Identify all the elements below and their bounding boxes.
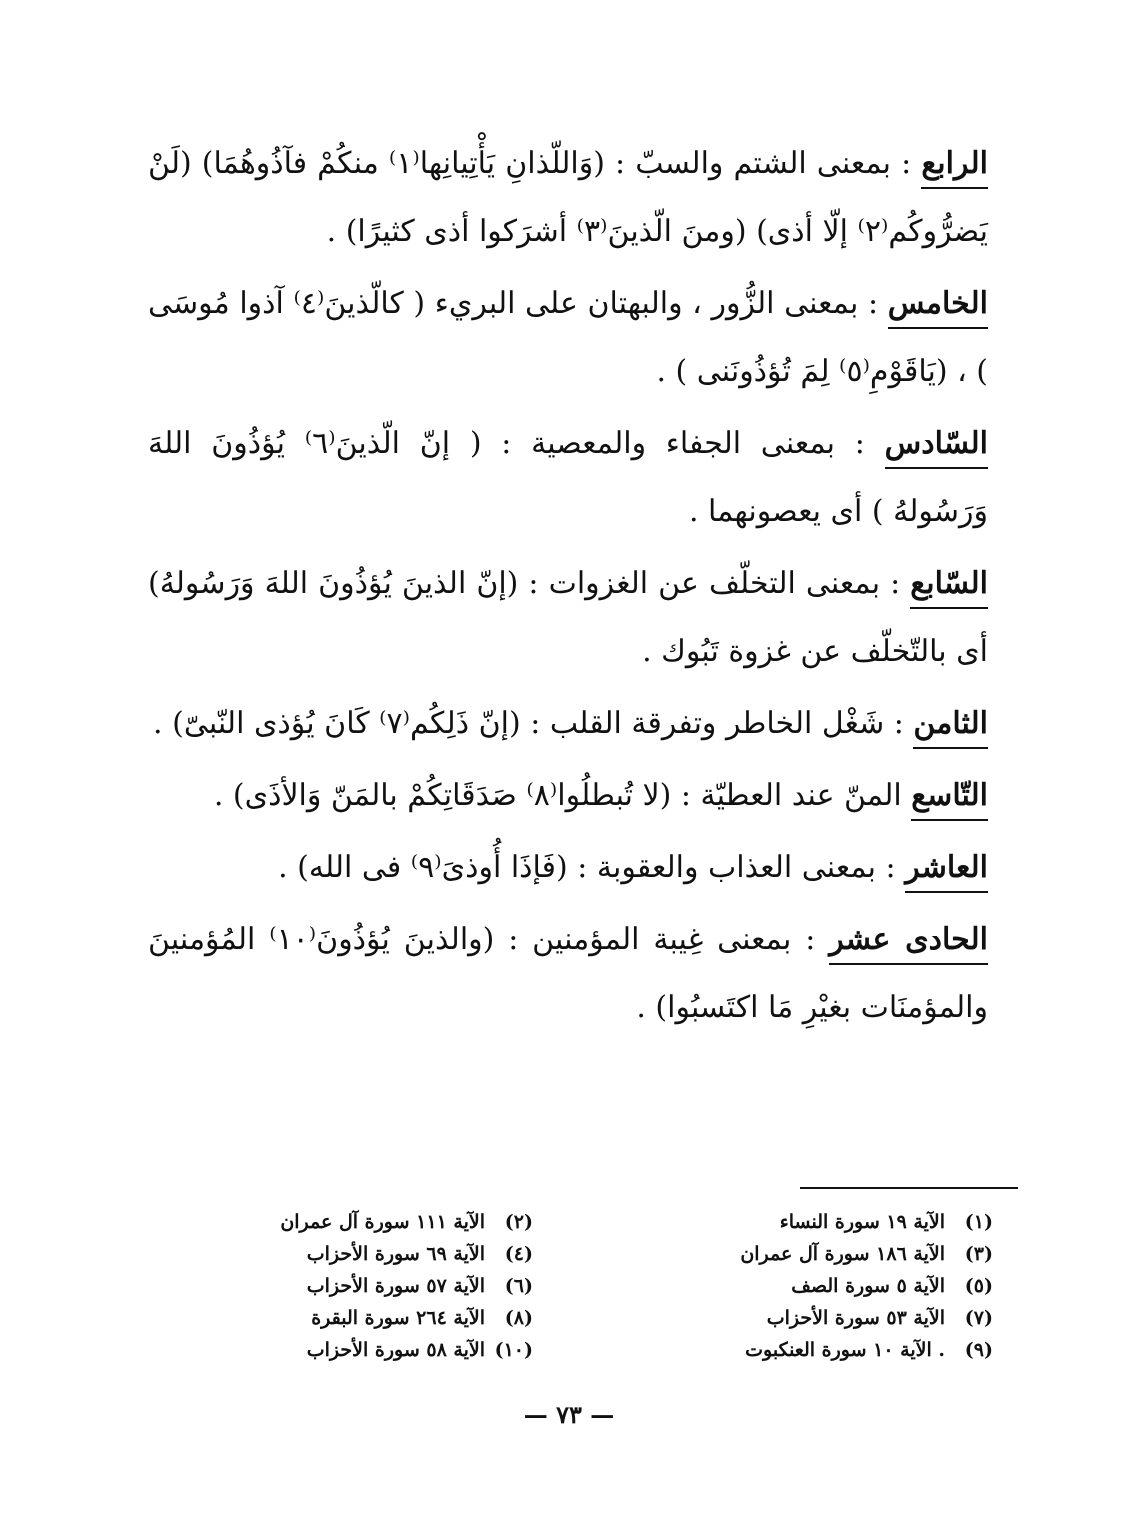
page-number: — ٧٣ — <box>523 1400 615 1429</box>
footnote-item <box>593 1302 993 1334</box>
footnote-item <box>593 1334 993 1366</box>
footnote-item <box>133 1238 533 1270</box>
footnote-text: الآية ١١١ سورة آل عمران <box>280 1211 485 1233</box>
paragraph-heading: الثامن <box>913 706 988 749</box>
footnote-number: (٥) <box>964 1275 993 1297</box>
footnote-text: الآية ٥٣ سورة الأحزاب <box>766 1307 945 1329</box>
paragraph-heading: الرابع <box>921 146 988 189</box>
footnote-number: (٨) <box>504 1307 533 1329</box>
paragraph-eighth <box>148 690 988 758</box>
paragraph-fourth <box>148 130 988 266</box>
footnote-item <box>593 1270 993 1302</box>
footnotes <box>133 1206 993 1366</box>
footnote-number: (٢) <box>504 1211 533 1233</box>
footnote-number: (٤) <box>504 1243 533 1265</box>
paragraph-body: : بمعنى العذاب والعقوبة : (فَإذَا أُوذىَ⁽٩⁾ فى الله) . <box>278 850 896 885</box>
footnote-text: الآية ١٩ سورة النساء <box>779 1211 945 1233</box>
paragraph-body: : بمعنى الشتم والسبّ : (وَاللّذانِ يَأْتِيانِها⁽١⁾ منكُمْ فآذُوهُمَا) (لَنْ يَضرُّوكُم⁽٢⁾ إلّا أذى) (ومنَ الّذينَ⁽٣⁾ أشرَكوا أذى كثيرًا) . <box>148 146 988 249</box>
paragraph-body: : شَغْل الخاطر وتفرقة القلب : (إنّ ذَلِكُم⁽٧⁾ كَانَ يُؤذى النّبىّ) . <box>153 706 904 741</box>
footnote-text: الآية ٥٨ سورة الأحزاب <box>306 1339 485 1361</box>
footnote-text: الآية ٥ سورة الصف <box>791 1275 945 1297</box>
footnote-number: (١٠) <box>494 1339 533 1361</box>
footnote-text: الآية ٥٧ سورة الأحزاب <box>306 1275 485 1297</box>
footnote-number: (٦) <box>504 1275 533 1297</box>
footnote-item <box>133 1206 533 1238</box>
paragraph-heading: السّابع <box>910 566 988 609</box>
main-text <box>148 130 988 1046</box>
footnote-number: (٩) <box>964 1339 993 1361</box>
footnote-number: (٧) <box>964 1307 993 1329</box>
footnote-column-right <box>593 1206 993 1366</box>
paragraph-fifth <box>148 270 988 406</box>
paragraph-seventh <box>148 550 988 686</box>
paragraph-body: : بمعنى غِيبة المؤمنين : (والذينَ يُؤذُونَ⁽١٠⁾ المُؤمنينَ والمؤمنَات بغيْرِ مَا اكتَسبُوا) . <box>148 922 988 1025</box>
footnote-number: (١) <box>964 1211 993 1233</box>
footnote-item <box>133 1334 533 1366</box>
footnote-item <box>593 1206 993 1238</box>
footnote-text: الآية ١٨٦ سورة آل عمران <box>740 1243 945 1265</box>
paragraph-body: : بمعنى الزُّور ، والبهتان على البريء ( كالّذينَ⁽٤⁾ آذوا مُوسَى ) ، (يَاقَوْمِ⁽٥⁾ لِمَ تُؤذُونَنى ) . <box>148 286 988 389</box>
footnote-column-left <box>133 1206 533 1366</box>
paragraph-sixth <box>148 410 988 546</box>
paragraph-tenth <box>148 834 988 902</box>
paragraph-body: : بمعنى الجفاء والمعصية : ( إنّ الّذينَ⁽٦⁾ يُؤذُونَ اللهَ وَرَسُولهُ ) أى يعصونهما . <box>148 426 988 529</box>
footnote-item <box>133 1270 533 1302</box>
footnote-text: الآية ٦٩ سورة الأحزاب <box>306 1243 485 1265</box>
footnote-text: . الآية ١٠ سورة العنكبوت <box>745 1339 945 1361</box>
paragraph-heading: الخامس <box>888 286 988 329</box>
paragraph-ninth <box>148 762 988 830</box>
paragraph-body: المنّ عند العطيّة : (لا تُبطلُوا⁽٨⁾ صَدَقَاتِكُمْ بالمَنّ وَالأذَى) . <box>213 778 902 813</box>
footnote-divider <box>800 1187 1018 1189</box>
paragraph-heading: السّادس <box>885 426 988 469</box>
footnote-number: (٣) <box>964 1243 993 1265</box>
footnote-item <box>593 1238 993 1270</box>
footnote-text: الآية ٢٦٤ سورة البقرة <box>311 1307 485 1329</box>
footnote-item <box>133 1302 533 1334</box>
paragraph-heading: التّاسع <box>911 778 988 821</box>
paragraph-heading: العاشر <box>905 850 988 893</box>
paragraph-eleventh <box>148 906 988 1042</box>
paragraph-body: : بمعنى التخلّف عن الغزوات : (إنّ الذينَ يُؤذُونَ اللهَ وَرَسُولهُ) أى بالتّخلّف عن غزوة تَبُوك . <box>148 566 988 669</box>
paragraph-heading: الحادى عشر <box>829 922 988 965</box>
